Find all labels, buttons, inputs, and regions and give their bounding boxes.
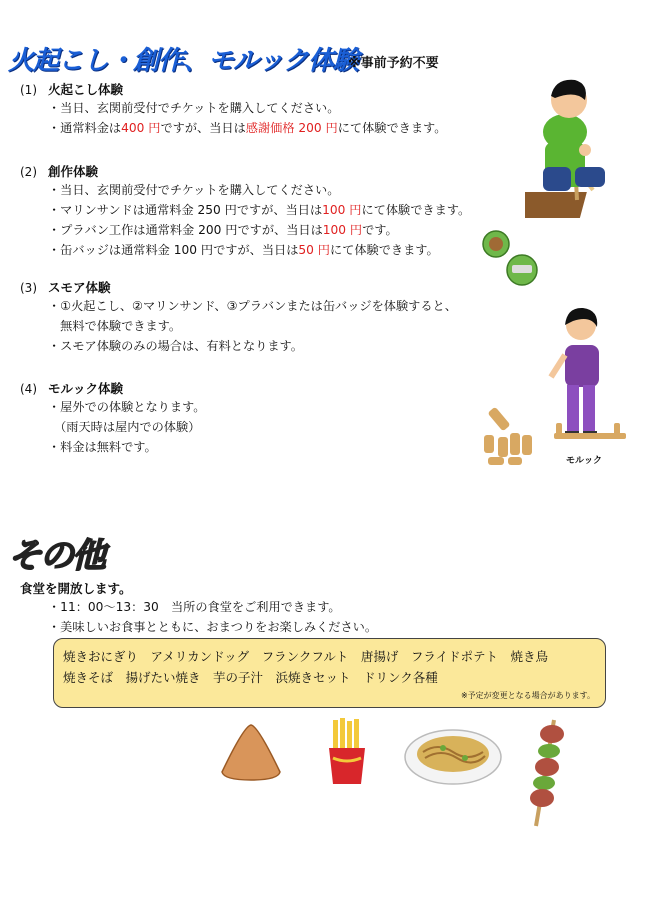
text-line: ・美味しいお食事とともに、おまつりをお楽しみください。 [48,620,378,634]
section-2-heading [20,162,98,180]
menu-row: 焼きおにぎり アメリカンドッグ フランクフルト 唐揚げ フライドポテト 焼き鳥 [63,649,549,664]
text-line: ・当日、玄関前受付でチケットを購入してください。 [48,183,340,197]
section-4-body [48,397,205,457]
section-1-heading [20,80,123,98]
section-title: 火起こし体験 [48,82,124,97]
text-line: ・マリンサンドは通常料金 250 円ですが、当日は100 円にて体験できます。 [48,203,471,217]
section-number: (1) [20,83,37,97]
price-highlight: 400 円 [121,121,161,135]
section-3-heading [20,278,111,296]
text-line: （雨天時は屋内での体験） [48,420,201,434]
text-line: ・缶バッジは通常料金 100 円ですが、当日は50 円にて体験できます。 [48,243,439,257]
section-number: (4) [20,382,37,396]
text-line: ・プラバン工作は通常料金 200 円ですが、当日は100 円です。 [48,223,398,237]
menu-note: ※予定が変更となる場合があります。 [460,691,595,700]
text-line: ・11：00～13：30 当所の食堂をご利用できます。 [48,600,341,614]
text-line: ・当日、玄関前受付でチケットを購入してください。 [48,101,340,115]
rice-ball-illustration [218,722,284,782]
section-title: 創作体験 [48,164,99,179]
price-highlight: 100 円 [322,223,363,237]
section-number: (2) [20,165,37,179]
cafeteria-body [48,597,377,637]
fire-starting-boy-illustration [525,72,625,222]
text-line: ・通常料金は400 円ですが、当日は感謝価格 200 円にて体験できます。 [48,121,447,135]
molkky-label: モルック [566,456,603,466]
section-1-body [48,98,446,138]
section-title: スモア体験 [48,280,111,295]
price-highlight: 50 円 [298,243,330,257]
text-line: ・スモア体験のみの場合は、有料となります。 [48,339,303,353]
text-line: ・屋外での体験となります。 [48,400,206,414]
section-title: モルック体験 [48,381,124,396]
text-line: ・①火起こし、②マリンサンド、③プラバンまたは缶バッジを体験すると、 [48,299,457,313]
section-2-body [48,180,470,260]
yakisoba-illustration [403,724,503,786]
section-number: (3) [20,281,37,295]
reservation-note: ※事前予約不要 [348,56,439,71]
other-section-title: その他 [8,536,104,576]
french-fries-illustration [325,718,369,786]
text-line: 無料で体験できます。 [48,319,182,333]
yakitori-illustration [524,718,570,830]
section-3-body [48,296,457,356]
menu-row: 焼きそば 揚げたい焼き 芋の子汁 浜焼きセット ドリンク各種 [63,670,438,685]
text-line: ・料金は無料です。 [48,440,157,454]
price-highlight: 100 円 [322,203,362,217]
can-badge-illustration [478,230,543,290]
molkky-pins-illustration [476,405,626,475]
page-title: 火起こし・創作、モルック体験 [8,46,359,76]
price-highlight: 感謝価格 200 円 [245,121,338,135]
menu-box [53,638,606,708]
cafeteria-heading: 食堂を開放します。 [20,581,132,596]
section-4-heading [20,379,123,397]
